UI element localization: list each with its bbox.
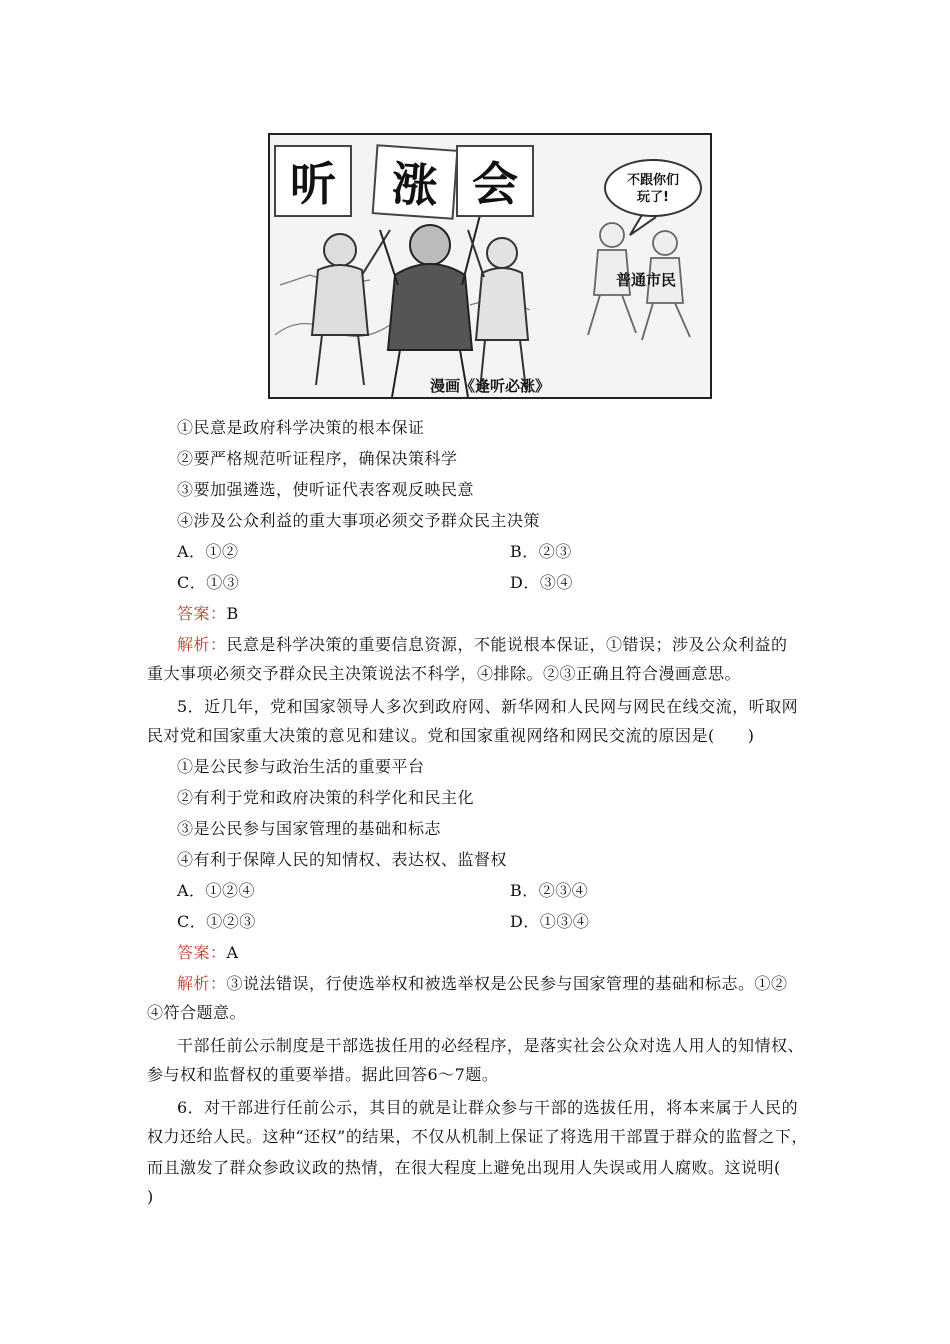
q4-analysis-text-1: 民意是科学决策的重要信息资源，不能说根本保证，①错误；涉及公众利益的 bbox=[226, 635, 788, 654]
q6-stem-line-1: 6．对干部进行任前公示，其目的就是让群众参与干部的选拔任用，将本来属于人民的 bbox=[177, 1098, 799, 1117]
q5-statement-3: ③是公民参与国家管理的基础和标志 bbox=[177, 819, 442, 838]
sign-ting bbox=[274, 145, 352, 217]
cartoon-figure bbox=[268, 133, 712, 399]
q5-option-c: C．①②③ bbox=[177, 912, 256, 931]
sign-zhang-text: 涨 bbox=[389, 156, 440, 214]
q4-statement-2: ②要严格规范听证程序，确保决策科学 bbox=[177, 449, 458, 468]
q5-answer bbox=[177, 943, 239, 963]
q4-analysis-line-1 bbox=[177, 635, 788, 655]
q5-analysis-text-1: ③说法错误，行使选举权和被选举权是公民参与国家管理的基础和标志。①② bbox=[226, 974, 788, 993]
q5-option-b: B．②③④ bbox=[510, 881, 589, 900]
q4-option-c: C．①③ bbox=[177, 573, 240, 592]
cartoon-caption: 漫画《逢听必涨》 bbox=[429, 377, 550, 395]
q5-statement-4: ④有利于保障人民的知情权、表达权、监督权 bbox=[177, 850, 508, 869]
q5-analysis-line-2: ④符合题意。 bbox=[147, 1003, 247, 1022]
q5-analysis-line-1 bbox=[177, 974, 788, 994]
bubble-line-2: 玩了! bbox=[637, 190, 669, 205]
q5-option-d: D．①③④ bbox=[510, 912, 590, 931]
speech-bubble bbox=[604, 159, 702, 217]
q5-option-a: A．①②④ bbox=[177, 881, 256, 900]
q5-statement-2: ②有利于党和政府决策的科学化和民主化 bbox=[177, 788, 475, 807]
q6-stem-line-4: ) bbox=[147, 1187, 154, 1206]
q5-analysis-label: 解析： bbox=[177, 974, 227, 993]
sign-hui-text: 会 bbox=[472, 157, 518, 211]
q6-stem-line-2: 权力还给人民。这种“还权”的结果，不仅从机制上保证了将选用干部置于群众的监督之下， bbox=[147, 1127, 808, 1146]
sign-ting-text: 听 bbox=[290, 157, 336, 211]
q5-statement-1: ①是公民参与政治生活的重要平台 bbox=[177, 757, 425, 776]
q4-statement-4: ④涉及公众利益的重大事项必须交予群众民主决策 bbox=[177, 511, 541, 530]
q4-answer-label: 答案： bbox=[177, 604, 227, 623]
q5-stem-line-2: 民对党和国家重大决策的意见和建议。党和国家重视网络和网民交流的原因是( ) bbox=[147, 726, 755, 745]
citizen-label: 普通市民 bbox=[616, 271, 677, 289]
q4-analysis-line-2: 重大事项必须交予群众民主决策说法不科学，④排除。②③正确且符合漫画意思。 bbox=[147, 664, 742, 683]
q6-stem-line-3: 而且激发了群众参政议政的热情，在很大程度上避免出现用人失误或用人腐败。这说明( bbox=[147, 1158, 781, 1177]
intro-line-2: 参与权和监督权的重要举措。据此回答6～7题。 bbox=[147, 1065, 499, 1084]
q4-analysis-label: 解析： bbox=[177, 635, 227, 654]
q4-option-a: A．①② bbox=[177, 542, 239, 561]
q4-answer-value: B bbox=[226, 604, 239, 623]
q4-statement-3: ③要加强遴选，使听证代表客观反映民意 bbox=[177, 480, 475, 499]
q4-statement-1: ①民意是政府科学决策的根本保证 bbox=[177, 418, 425, 437]
sign-hui bbox=[456, 145, 534, 217]
q4-option-d: D．③④ bbox=[510, 573, 573, 592]
q4-option-b: B．②③ bbox=[510, 542, 572, 561]
q5-answer-label: 答案： bbox=[177, 943, 227, 962]
q5-stem-line-1: 5．近几年，党和国家领导人多次到政府网、新华网和人民网与网民在线交流，听取网 bbox=[177, 697, 799, 716]
q5-answer-value: A bbox=[226, 943, 239, 962]
sign-zhang bbox=[372, 144, 459, 220]
bubble-line-1: 不跟你们 bbox=[626, 173, 679, 188]
intro-line-1: 干部任前公示制度是干部选拔任用的必经程序，是落实社会公众对选人用人的知情权、 bbox=[177, 1036, 805, 1055]
q4-answer bbox=[177, 604, 239, 624]
